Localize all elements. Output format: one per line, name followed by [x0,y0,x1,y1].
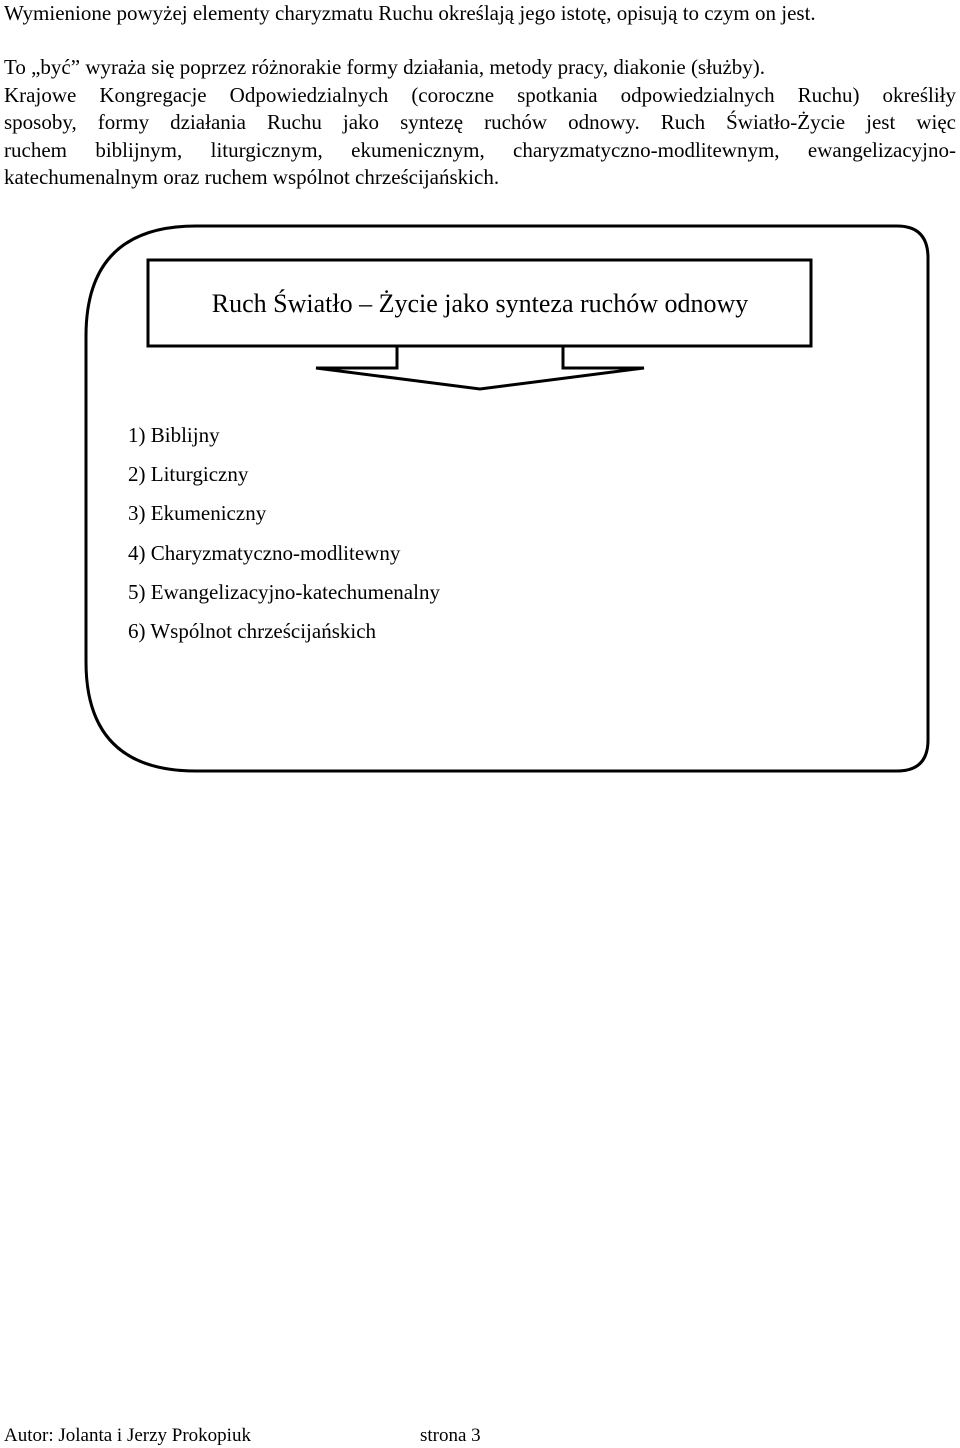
list-item: 3) Ekumeniczny [128,501,267,526]
title-box [148,260,811,346]
outer-frame [86,226,928,771]
arrow-connector [316,346,644,389]
paragraph-line: sposoby, formy działania Ruchu jako syntezę ruchów odnowy. Ruch Światło-Życie jest więc [4,110,956,134]
paragraph-line: ruchem biblijnym, liturgicznym, ekumenicznym, charyzmatyczno-modlitewnym, ewangelizacyjno- [4,137,956,162]
list-item: 1) Biblijny [128,423,220,447]
list-item: 6) Wspólnot chrześcijańskich [128,618,377,643]
footer-author: Autor: Jolanta i Jerzy Prokopiuk [4,1425,251,1446]
diagram-title: Ruch Światło – Życie jako synteza ruchów odnowy [211,289,749,318]
list-item: 5) Ewangelizacyjno-katechumenalny [128,579,440,604]
list-item: 4) Charyzmatyczno-modlitewny [128,540,401,565]
paragraph-line: Krajowe Kongregacje Odpowiedzialnych (coroczne spotkania odpowiedzialnych Ruchu) określiły [4,82,956,107]
intro-paragraph: Wymienione powyżej elementy charyzmatu Ruchu określają jego istotę, opisują to czym on jest. [4,1,816,25]
paragraph-line: To „być” wyraża się poprzez różnorakie formy działania, metody pracy, diakonie (służby). [4,55,766,79]
list-item: 2) Liturgiczny [128,462,249,487]
paragraph-line: katechumenalnym oraz ruchem wspólnot chrześcijańskich. [4,165,500,189]
main-paragraph [4,54,956,192]
footer-page-number: strona 3 [420,1425,481,1446]
movement-list [128,416,440,651]
